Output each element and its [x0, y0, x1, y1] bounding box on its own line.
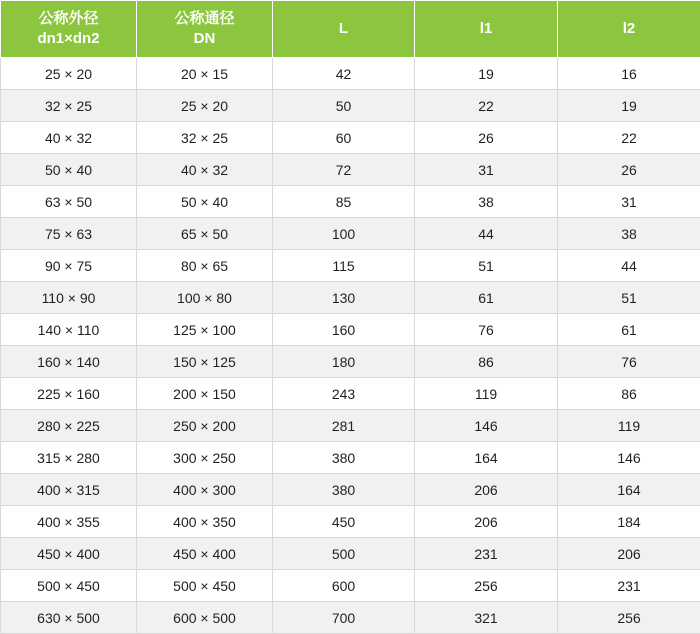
column-header-line1: L — [277, 19, 410, 39]
table-cell: 42 — [273, 58, 415, 90]
column-header-line2: DN — [141, 29, 268, 49]
table-cell: 243 — [273, 378, 415, 410]
table-cell: 50 × 40 — [137, 186, 273, 218]
table-cell: 206 — [415, 474, 558, 506]
table-cell: 250 × 200 — [137, 410, 273, 442]
table-row — [1, 314, 700, 346]
table-cell: 500 × 450 — [1, 570, 137, 602]
table-cell: 100 — [273, 218, 415, 250]
table-cell: 31 — [415, 154, 558, 186]
table-cell: 61 — [415, 282, 558, 314]
table-cell: 40 × 32 — [137, 154, 273, 186]
table-cell: 80 × 65 — [137, 250, 273, 282]
table-cell: 180 — [273, 346, 415, 378]
column-header-l1 — [415, 1, 558, 58]
table-cell: 60 — [273, 122, 415, 154]
table-cell: 85 — [273, 186, 415, 218]
table-cell: 115 — [273, 250, 415, 282]
table-cell: 44 — [558, 250, 700, 282]
table-cell: 450 × 400 — [137, 538, 273, 570]
table-cell: 110 × 90 — [1, 282, 137, 314]
table-row — [1, 282, 700, 314]
table-cell: 61 — [558, 314, 700, 346]
table-row — [1, 602, 700, 634]
table-cell: 125 × 100 — [137, 314, 273, 346]
table-cell: 90 × 75 — [1, 250, 137, 282]
table-cell: 63 × 50 — [1, 186, 137, 218]
table-cell: 256 — [558, 602, 700, 634]
table-cell: 26 — [415, 122, 558, 154]
column-header-line1: 公称外径 — [5, 9, 132, 29]
table-cell: 76 — [415, 314, 558, 346]
table-cell: 500 × 450 — [137, 570, 273, 602]
table-header — [1, 1, 700, 58]
table-body — [1, 58, 700, 634]
table-cell: 25 × 20 — [1, 58, 137, 90]
table-row — [1, 378, 700, 410]
table-cell: 200 × 150 — [137, 378, 273, 410]
table-cell: 600 — [273, 570, 415, 602]
table-cell: 72 — [273, 154, 415, 186]
table-row — [1, 250, 700, 282]
table-cell: 281 — [273, 410, 415, 442]
table-cell: 146 — [558, 442, 700, 474]
table-cell: 65 × 50 — [137, 218, 273, 250]
column-header-line1: 公称通径 — [141, 9, 268, 29]
table-cell: 16 — [558, 58, 700, 90]
table-cell: 231 — [558, 570, 700, 602]
table-cell: 206 — [558, 538, 700, 570]
table-cell: 119 — [558, 410, 700, 442]
column-header-l2 — [558, 1, 700, 58]
table-cell: 450 — [273, 506, 415, 538]
column-header-L — [273, 1, 415, 58]
table-cell: 40 × 32 — [1, 122, 137, 154]
table-cell: 256 — [415, 570, 558, 602]
table-cell: 86 — [415, 346, 558, 378]
table-cell: 231 — [415, 538, 558, 570]
header-row — [1, 1, 700, 58]
table-row — [1, 58, 700, 90]
table-cell: 76 — [558, 346, 700, 378]
table-cell: 20 × 15 — [137, 58, 273, 90]
table-cell: 119 — [415, 378, 558, 410]
table-cell: 206 — [415, 506, 558, 538]
table-cell: 22 — [558, 122, 700, 154]
column-header-line1: l1 — [419, 19, 553, 39]
table-cell: 400 × 350 — [137, 506, 273, 538]
table-row — [1, 474, 700, 506]
table-row — [1, 346, 700, 378]
table-cell: 146 — [415, 410, 558, 442]
table-cell: 19 — [415, 58, 558, 90]
table-cell: 140 × 110 — [1, 314, 137, 346]
table-cell: 75 × 63 — [1, 218, 137, 250]
table-row — [1, 442, 700, 474]
table-cell: 51 — [415, 250, 558, 282]
table-cell: 184 — [558, 506, 700, 538]
column-header-nominal-diameter — [137, 1, 273, 58]
table-cell: 321 — [415, 602, 558, 634]
table-cell: 280 × 225 — [1, 410, 137, 442]
column-header-line2: dn1×dn2 — [5, 29, 132, 49]
table-row — [1, 186, 700, 218]
table-cell: 31 — [558, 186, 700, 218]
table-cell: 150 × 125 — [137, 346, 273, 378]
table-cell: 380 — [273, 474, 415, 506]
table-row — [1, 154, 700, 186]
table-cell: 700 — [273, 602, 415, 634]
column-header-line1: l2 — [562, 19, 696, 39]
table-cell: 500 — [273, 538, 415, 570]
table-cell: 32 × 25 — [137, 122, 273, 154]
table-cell: 19 — [558, 90, 700, 122]
table-cell: 164 — [558, 474, 700, 506]
table-cell: 100 × 80 — [137, 282, 273, 314]
table-cell: 86 — [558, 378, 700, 410]
table-row — [1, 506, 700, 538]
table-cell: 164 — [415, 442, 558, 474]
table-cell: 26 — [558, 154, 700, 186]
table-row — [1, 122, 700, 154]
table-cell: 25 × 20 — [137, 90, 273, 122]
table-cell: 450 × 400 — [1, 538, 137, 570]
table-cell: 225 × 160 — [1, 378, 137, 410]
table-row — [1, 90, 700, 122]
table-cell: 160 — [273, 314, 415, 346]
table-cell: 400 × 355 — [1, 506, 137, 538]
table-cell: 50 — [273, 90, 415, 122]
column-header-outer-diameter — [1, 1, 137, 58]
table-cell: 50 × 40 — [1, 154, 137, 186]
table-row — [1, 538, 700, 570]
table-cell: 400 × 315 — [1, 474, 137, 506]
table-cell: 44 — [415, 218, 558, 250]
table-cell: 630 × 500 — [1, 602, 137, 634]
table-row — [1, 218, 700, 250]
table-cell: 38 — [415, 186, 558, 218]
table-cell: 300 × 250 — [137, 442, 273, 474]
table-cell: 130 — [273, 282, 415, 314]
table-cell: 38 — [558, 218, 700, 250]
table-cell: 22 — [415, 90, 558, 122]
table-cell: 315 × 280 — [1, 442, 137, 474]
table-cell: 32 × 25 — [1, 90, 137, 122]
table-cell: 160 × 140 — [1, 346, 137, 378]
table-row — [1, 410, 700, 442]
table-cell: 51 — [558, 282, 700, 314]
table-cell: 380 — [273, 442, 415, 474]
table-cell: 600 × 500 — [137, 602, 273, 634]
table-cell: 400 × 300 — [137, 474, 273, 506]
